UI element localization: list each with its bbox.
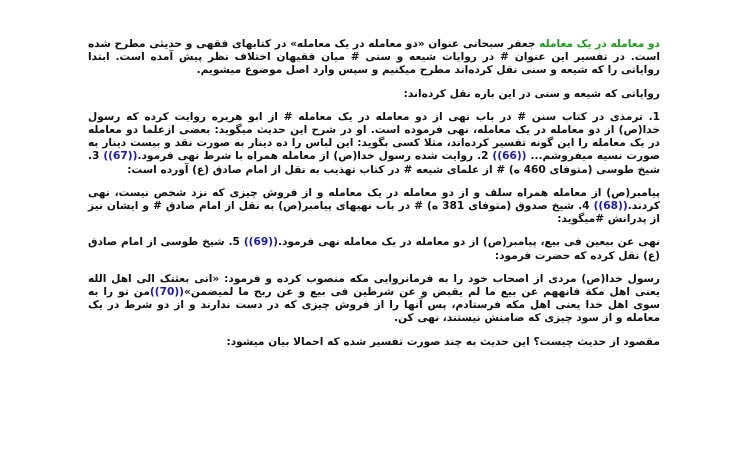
footnote-ref-69[interactable]: ((69)) [243,236,278,249]
narration-2-text: 2. روایت شده رسول خدا(ص) از معامله همراه با شرط نهی فرمود. [137,150,493,163]
narration-5-paragraph [88,236,660,262]
narration-3-text: 3. شیخ طوسی (متوفای 460 ه) # از علمای شیعه # در کتاب تهذیب به نقل از امام صادق (ع) آورده است: [88,150,660,176]
narrations-heading [88,88,660,101]
footnote-ref-70[interactable]: ((70)) [149,286,185,299]
footnote-ref-68[interactable]: ((68)) [593,200,628,213]
narration-5-text: 5. شیخ طوسی از امام صادق (ع) نقل کرده که حضرت فرمود: [88,236,660,262]
narration-1-text: 1. ترمذی در کتاب سنن # در باب نهی از دو معامله در یک معامله # از ابو هریره روایت کرده که رسول خدا(ص) از دو معامله در یک معامله، نهی فرموده است. او در شرح این حدیث میگوید: بعضی ازعلما دو معامله در یک معامله را این گونه تفسیر کرده‌اند، مثلا کسی بگوید: این لباس را ده دینار به صورت نقد و بیست دینار به صورت نسیه میفروشم... [88,110,660,163]
mecca-governor-translation: من تو را به سوی اهل خدا یعنی اهل مکه فرستادم، پس آنها را از فروش چیزی که در دست ندارند و از دو شرط در یک معامله و از سود چیزی که ضامنش نیستند، نهی کن. [88,286,660,325]
footnote-ref-67[interactable]: ((67)) [103,150,138,163]
narration-4-paragraph [88,187,660,227]
document-body [88,38,660,359]
mecca-governor-text: رسول خدا(ص) مردی از اصحاب خود را به فرمانروایی مکه منصوب کرده و فرمود: «انی بعثتک الی اهل الله یعنی اهل مکة فانههم عن بیع ما لم یقبض و عن شرطین فی بیع و عن ربح ما لمیضمن» [88,272,660,299]
narration-4-text: 4. شیخ صدوق (متوفای 381 ه) # در باب نهیهای پیامبر(ص) به نقل از امام صادق # و ایشان نیز از پدرانش #میگوید: [88,200,660,226]
prophet-prohibition-text: پیامبر(ص) از معامله همراه سلف و از دو معامله در یک معامله و از فروش چیزی که نزد شخص نیست، نهی کردند. [88,186,660,213]
title-highlight: دو معامله در یک معامله [539,38,660,50]
mecca-governor-paragraph [88,273,660,326]
intro-text: جعفر سبحانی عنوان «دو معامله در یک معامله» در کتابهای فقهی و حدیثی مطرح شده است. در تفسیر این عنوان # در روایات شیعه و سنی # میان فقیهان اختلاف نظر پیش آمده است. ابتدا روایاتی را که شیعه و سنی نقل کرده‌اند مطرح میکنیم و سپس وارد اصل موضوع میشویم. [88,38,660,77]
intro-paragraph [88,38,660,78]
two-sales-text: نهی عن بیعین فی بیع، پیامبر(ص) از دو معامله در یک معامله نهی فرمود. [277,236,660,249]
footnote-ref-66[interactable]: ((66)) [492,150,527,163]
narrations-heading-text: روایاتی که شیعه و سنی در این باره نقل کرده‌اند: [403,87,660,100]
narration-1-paragraph [88,111,660,177]
closing-question-paragraph [88,336,660,349]
closing-question-text: مقصود از حدیث چیست؟ این حدیث به چند صورت تفسیر شده که احمالا بیان میشود: [226,335,660,348]
